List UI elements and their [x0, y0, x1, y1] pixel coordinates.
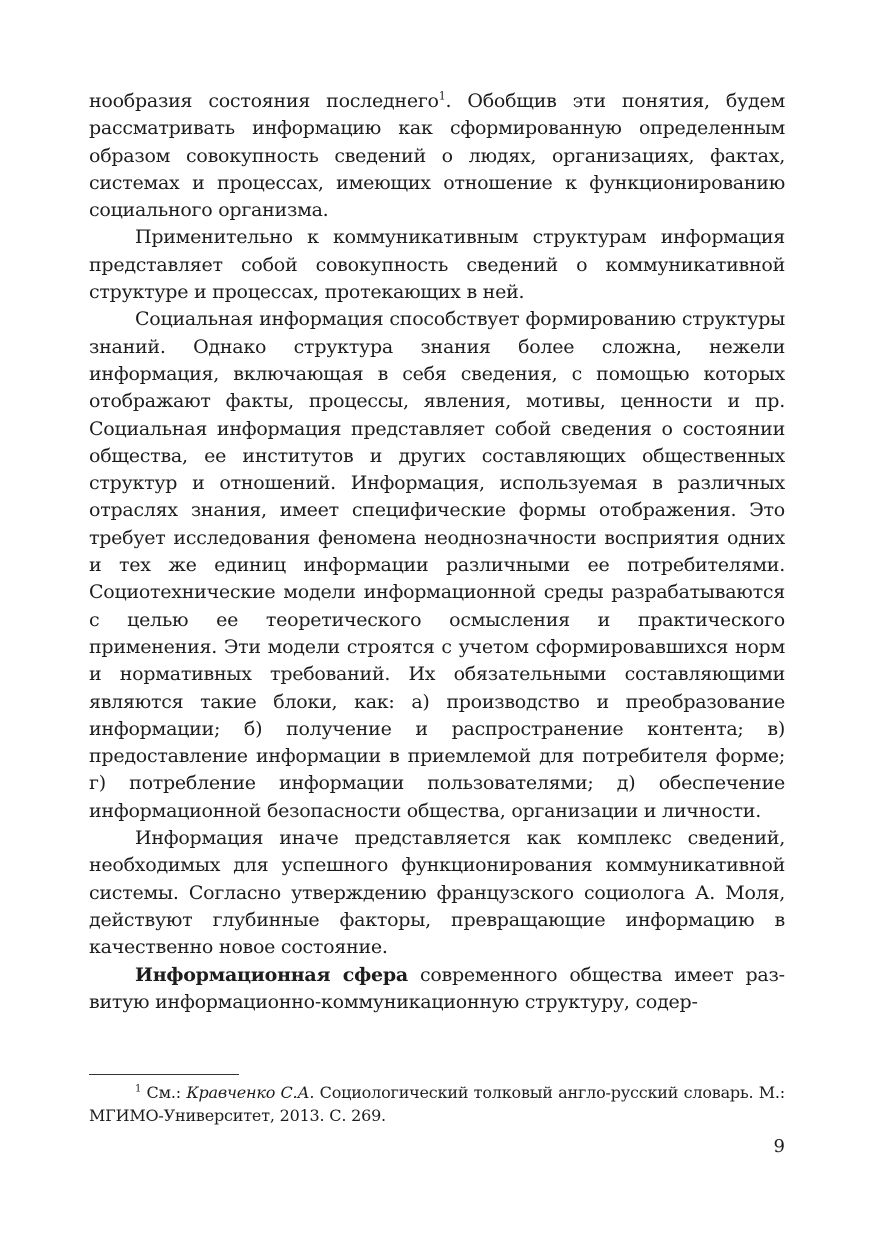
footnote-author: Кравченко С.А. — [186, 1083, 315, 1102]
footnote — [89, 1081, 785, 1127]
footnote-mark: 1 — [135, 1083, 142, 1095]
paragraph-1-text-start: нообразия состояния последнего — [89, 90, 439, 112]
paragraph-1-text-end: . Обобщив эти понятия, будем рассматривать информацию как сформированную определенным образом совокупность сведений о людях, организациях, фактах, системах и процессах, имеющих отношение к функционированию социального организма. — [89, 90, 785, 222]
bold-term: Информационная сфера — [135, 963, 408, 986]
footnote-divider — [89, 1074, 239, 1075]
main-text — [89, 88, 785, 1016]
paragraph-4: Информация иначе представляется как комплекс сведений, необходимых для успешного функционирования коммуникативной системы. Согласно утверждению французского социолога А. Моля, действуют глубинные факторы, превращающие информацию в качественно новое состояние. — [89, 827, 785, 959]
paragraph-1 — [89, 88, 785, 224]
footnote-reference[interactable]: 1 — [438, 89, 446, 103]
footnote-prefix: См.: — [141, 1083, 187, 1102]
page-body — [89, 88, 785, 1016]
page-number: 9 — [773, 1136, 785, 1157]
footnote-citation: Социологический толковый англо-русский словарь. М.: МГИМО-Университет, 2013. С. 269. — [89, 1083, 786, 1125]
paragraph-5-text: современного общества имеет развитую информационно-коммуникационную структуру, содер- — [89, 963, 785, 1013]
paragraph-5 — [89, 962, 785, 1017]
paragraph-3: Социальная информация способствует формированию структуры знаний. Однако структура знания более сложна, нежели информация, включающая в себя сведения, с помощью которых отображают факты, процессы, явления, мотивы, ценности и пр. Социальная информация представляет собой сведения о состоянии общества, ее институтов и других составляющих общественных структур и отношений. Информация, используемая в различных отраслях знания, имеет специфические формы отображения. Это требует исследования феномена неоднозначности восприятия одних и тех же единиц информации различными ее потребителями. Социотехнические модели информационной среды разрабатываются с целью ее теоретического осмысления и практического применения. Эти модели строятся с учетом сформировавшихся норм и нормативных требований. Их обязательными составляющими являются такие блоки, как: а) производство и преобразование информации; б) получение и распространение контента; в) предоставление информации в приемлемой для потребителя форме; г) потребление информации пользователями; д) обеспечение информационной безопасности общества, организации и личности. — [89, 308, 785, 822]
paragraph-2: Применительно к коммуникативным структурам информация представляет собой совокупность сведений о коммуникативной структуре и процессах, протекающих в ней. — [89, 226, 785, 304]
